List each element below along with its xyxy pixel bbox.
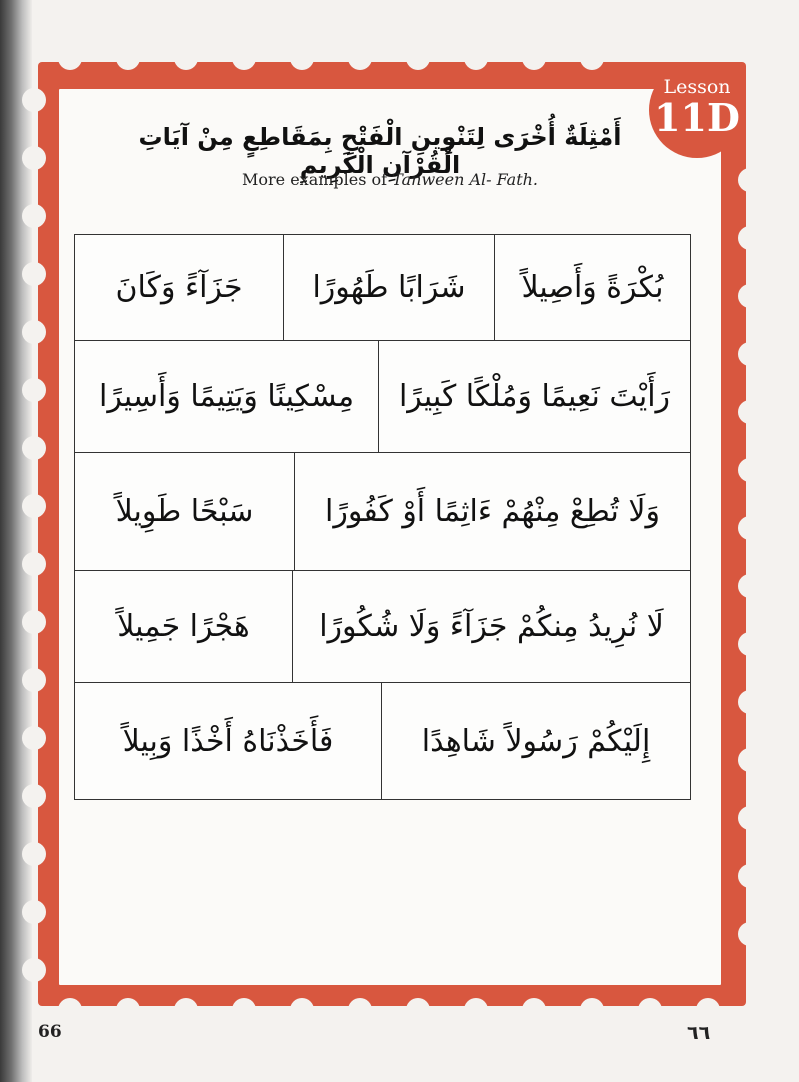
frame-scallop <box>22 842 46 866</box>
examples-table <box>74 234 691 800</box>
frame-scallop <box>22 262 46 286</box>
frame-scallop <box>348 998 372 1022</box>
frame-scallop <box>58 46 82 70</box>
example-cell: هَجْرًا جَمِيلاً <box>75 571 293 683</box>
frame-scallop <box>290 46 314 70</box>
frame-scallop <box>174 46 198 70</box>
frame-scallop <box>738 226 762 250</box>
table-row <box>75 235 691 341</box>
frame-scallop <box>580 46 604 70</box>
frame-scallop <box>738 458 762 482</box>
example-cell: وَلَا تُطِعْ مِنْهُمْ ءَاثِمًا أَوْ كَفُورًا <box>295 453 691 571</box>
page-subtitle <box>160 170 620 189</box>
example-cell: سَبْحًا طَوِيلاً <box>75 453 295 571</box>
frame-scallop <box>22 146 46 170</box>
table-row <box>75 341 691 453</box>
frame-scallop <box>464 46 488 70</box>
example-cell: جَزَآءً وَكَانَ <box>75 235 284 341</box>
frame-scallop <box>464 998 488 1022</box>
lesson-number: 11D <box>654 95 740 140</box>
subtitle-term: Tanween Al- Fath. <box>392 170 539 189</box>
frame-scallop <box>22 378 46 402</box>
frame-scallop <box>22 88 46 112</box>
frame-scallop <box>348 46 372 70</box>
frame-scallop <box>738 400 762 424</box>
frame-scallop <box>58 998 82 1022</box>
frame-scallop <box>406 46 430 70</box>
table-row <box>75 571 691 683</box>
lesson-label: Lesson <box>663 76 731 98</box>
frame-scallop <box>116 46 140 70</box>
frame-scallop <box>406 998 430 1022</box>
frame-scallop <box>22 436 46 460</box>
frame-scallop <box>22 610 46 634</box>
example-cell: فَأَخَذْنَاهُ أَخْذًا وَبِيلاً <box>75 683 382 800</box>
subtitle-prefix: More examples of <box>241 170 393 189</box>
frame-scallop <box>738 342 762 366</box>
frame-scallop <box>738 284 762 308</box>
frame-scallop <box>696 998 720 1022</box>
frame-scallop <box>580 998 604 1022</box>
frame-scallop <box>638 998 662 1022</box>
frame-scallop <box>116 998 140 1022</box>
page-number-right: ٦٦ <box>687 1022 711 1044</box>
frame-scallop <box>738 168 762 192</box>
page-number-left: 66 <box>38 1022 62 1042</box>
frame-scallop <box>738 574 762 598</box>
frame-scallop <box>738 748 762 772</box>
example-cell: بُكْرَةً وَأَصِيلاً <box>495 235 691 341</box>
frame-scallop <box>22 320 46 344</box>
frame-scallop <box>22 726 46 750</box>
frame-scallop <box>22 668 46 692</box>
page-title-arabic: أَمْثِلَةٌ أُخْرَى لِتَنْوِينِ الْفَتْحِ بِمَقَاطِعٍ مِنْ آيَاتِ الْقُرْآنِ الْكَرِيمِ <box>138 123 622 179</box>
example-cell: لَا نُرِيدُ مِنكُمْ جَزَآءً وَلَا شُكُورًا <box>293 571 691 683</box>
frame-scallop <box>738 516 762 540</box>
frame-scallop <box>522 46 546 70</box>
frame-scallop <box>738 632 762 656</box>
table-row <box>75 453 691 571</box>
example-cell: رَأَيْتَ نَعِيمًا وَمُلْكًا كَبِيرًا <box>379 341 691 453</box>
example-cell: مِسْكِينًا وَيَتِيمًا وَأَسِيرًا <box>75 341 379 453</box>
table-row <box>75 683 691 800</box>
frame-scallop <box>738 806 762 830</box>
frame-scallop <box>22 958 46 982</box>
frame-scallop <box>22 552 46 576</box>
frame-scallop <box>232 46 256 70</box>
frame-scallop <box>22 204 46 228</box>
frame-scallop <box>174 998 198 1022</box>
frame-scallop <box>738 922 762 946</box>
frame-scallop <box>22 494 46 518</box>
example-cell: شَرَابًا طَهُورًا <box>284 235 495 341</box>
frame-scallop <box>22 784 46 808</box>
lesson-badge <box>649 62 745 158</box>
frame-scallop <box>22 900 46 924</box>
frame-scallop <box>738 864 762 888</box>
frame-scallop <box>522 998 546 1022</box>
example-cell: إِلَيْكُمْ رَسُولاً شَاهِدًا <box>382 683 691 800</box>
frame-scallop <box>290 998 314 1022</box>
frame-scallop <box>738 690 762 714</box>
frame-scallop <box>232 998 256 1022</box>
